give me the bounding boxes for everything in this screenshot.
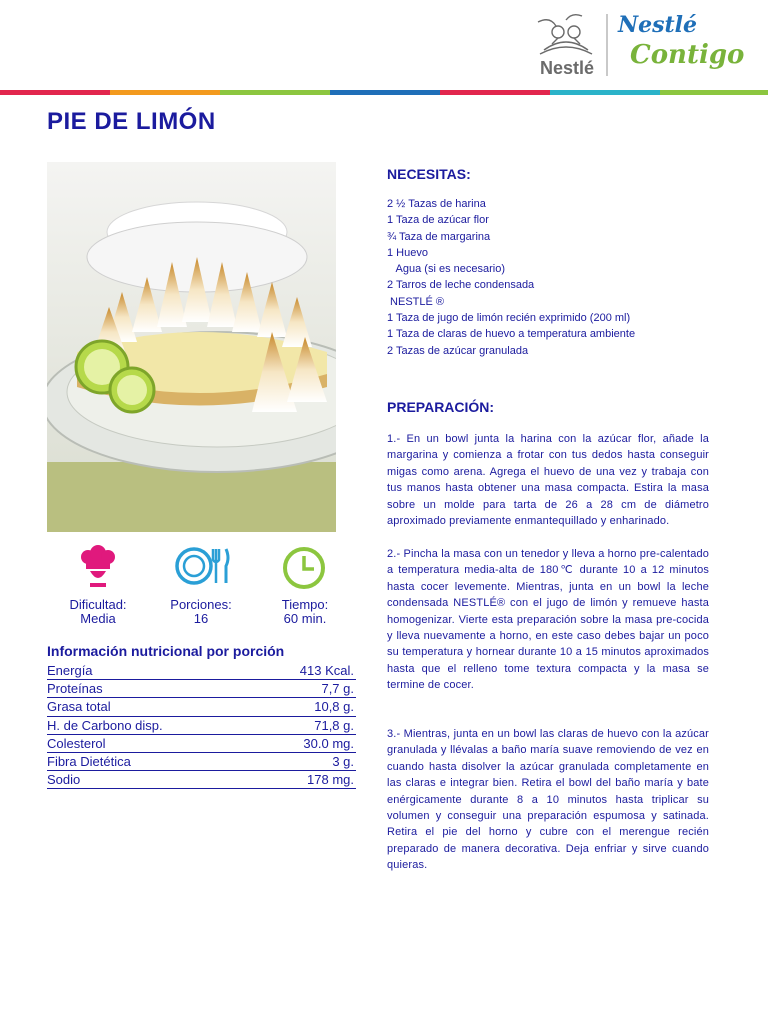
plate-cutlery-icon xyxy=(172,546,232,586)
page-header xyxy=(0,0,768,92)
preparation-step-3: 3.- Mientras, junta en un bowl las claras de huevo con la azúcar granulada y llévalas a baño maría suave removiendo de vez en cuando hasta disolver la azúcar granulada completamente en las claras e integrar bien. Retira el bowl del baño maría y bate enérgicamente durante 8 a 10 minutos hasta triplicar su volumen y conseguir una preparación espumosa y satinada. Retira el pie del horno y cubre con el merengue recién preparado de manera decorativa. Deja enfriar y sirve cuando quieras. xyxy=(387,728,709,872)
recipe-title: PIE DE LIMÓN xyxy=(47,108,216,135)
preparation-step-1: 1.- En un bowl junta la harina con la azúcar flor, añade la margarina y comienza a frotar con tus dedos hasta conseguir migas como arena. Agrega el huevo de una vez y trabaja con tus manos hasta obtener una masa compacta. Estira la masa sobre un molde para tarta de 26 a 28 cm de diámetro aproximado previamente enmantequillado y enharinado. xyxy=(387,433,709,528)
contigo-logo-top: Nestlé xyxy=(618,12,698,38)
color-stripe-3 xyxy=(220,90,330,95)
portions-label: Porciones: xyxy=(170,597,232,612)
nutrient-name: Proteínas xyxy=(47,681,103,697)
list-item: 1 Taza de claras de huevo a temperatura ambiente xyxy=(387,328,636,341)
portions-value: 16 xyxy=(193,611,209,626)
time-value: 60 min. xyxy=(283,611,327,626)
table-row xyxy=(47,662,356,680)
color-stripe-2 xyxy=(110,90,220,95)
lemon-pie-photo xyxy=(47,162,336,532)
table-row xyxy=(47,717,356,735)
nutrient-name: Sodio xyxy=(47,772,81,788)
list-item: 2 Tarros de leche condensada xyxy=(387,279,535,292)
table-row xyxy=(47,680,356,698)
ingredients-heading: NECESITAS: xyxy=(387,166,471,182)
color-stripe-5 xyxy=(440,90,550,95)
ingredients-list xyxy=(387,196,717,359)
list-item: 1 Taza de jugo de limón recién exprimido (200 ml) xyxy=(387,312,631,325)
color-stripe-1 xyxy=(0,90,110,95)
time-label: Tiempo: xyxy=(281,597,329,612)
nutrition-table xyxy=(47,662,356,789)
nutrient-name: Energía xyxy=(47,663,93,678)
table-row xyxy=(47,698,356,716)
table-row xyxy=(47,753,356,771)
list-item: 1 Taza de azúcar flor xyxy=(387,214,489,227)
color-stripe-4 xyxy=(330,90,440,95)
list-item: 1 Huevo xyxy=(387,246,428,259)
nutrient-name: H. de Carbono disp. xyxy=(47,717,163,733)
chef-hat-icon xyxy=(78,545,118,589)
table-row xyxy=(47,771,356,789)
nutrient-value: 10,8 g. xyxy=(314,699,354,715)
contigo-logo-bottom: Contigo xyxy=(630,40,745,70)
nutrient-name: Fibra Dietética xyxy=(47,753,131,769)
nestle-wordmark: Nestlé xyxy=(539,58,595,78)
nutrition-title: Información nutricional por porción xyxy=(47,643,285,659)
nutrient-value: 178 mg. xyxy=(307,772,354,788)
color-stripe-6 xyxy=(550,90,660,95)
nutrient-name: Colesterol xyxy=(47,735,106,751)
list-item: Agua (si es necesario) xyxy=(387,263,506,276)
nutrient-value: 30.0 mg. xyxy=(303,735,354,751)
preparation-step-2: 2.- Pincha la masa con un tenedor y lleva a horno pre-calentado a temperatura media-alta de 180℃ durante 10 a 12 minutos hasta cocer levemente. Mientras, junta en un bowl la leche condensada NESTLÉ® con el jugo de limón y remueve hasta homogenizar. Vierte esta preparación sobre la masa pre-cocida y lleva nuevamente a horno, en este caso debes bajar un poco su temperatura y hornear durante 10 a 15 minutos aproximados hasta que el relleno tome textura compacta y la masa se termine de cocer. xyxy=(387,548,709,692)
list-item: 2 Tazas de azúcar granulada xyxy=(387,344,529,357)
logo-divider xyxy=(606,14,608,76)
clock-icon xyxy=(282,546,326,590)
nutrient-value: 413 Kcal. xyxy=(299,663,354,678)
nutrient-value: 3 g. xyxy=(332,753,354,769)
nutrient-name: Grasa total xyxy=(47,699,111,715)
list-item: NESTLÉ ® xyxy=(387,295,445,308)
list-item: 2 ½ Tazas de harina xyxy=(387,198,486,210)
table-row xyxy=(47,735,356,753)
nutrient-value: 7,7 g. xyxy=(321,681,354,697)
preparation-heading: PREPARACIÓN: xyxy=(387,399,495,415)
difficulty-value: Media xyxy=(80,611,116,626)
list-item: ¾ Taza de margarina xyxy=(387,230,491,243)
difficulty-label: Dificultad: xyxy=(69,597,127,612)
nutrient-value: 71,8 g. xyxy=(314,717,354,733)
color-stripe-7 xyxy=(660,90,768,95)
